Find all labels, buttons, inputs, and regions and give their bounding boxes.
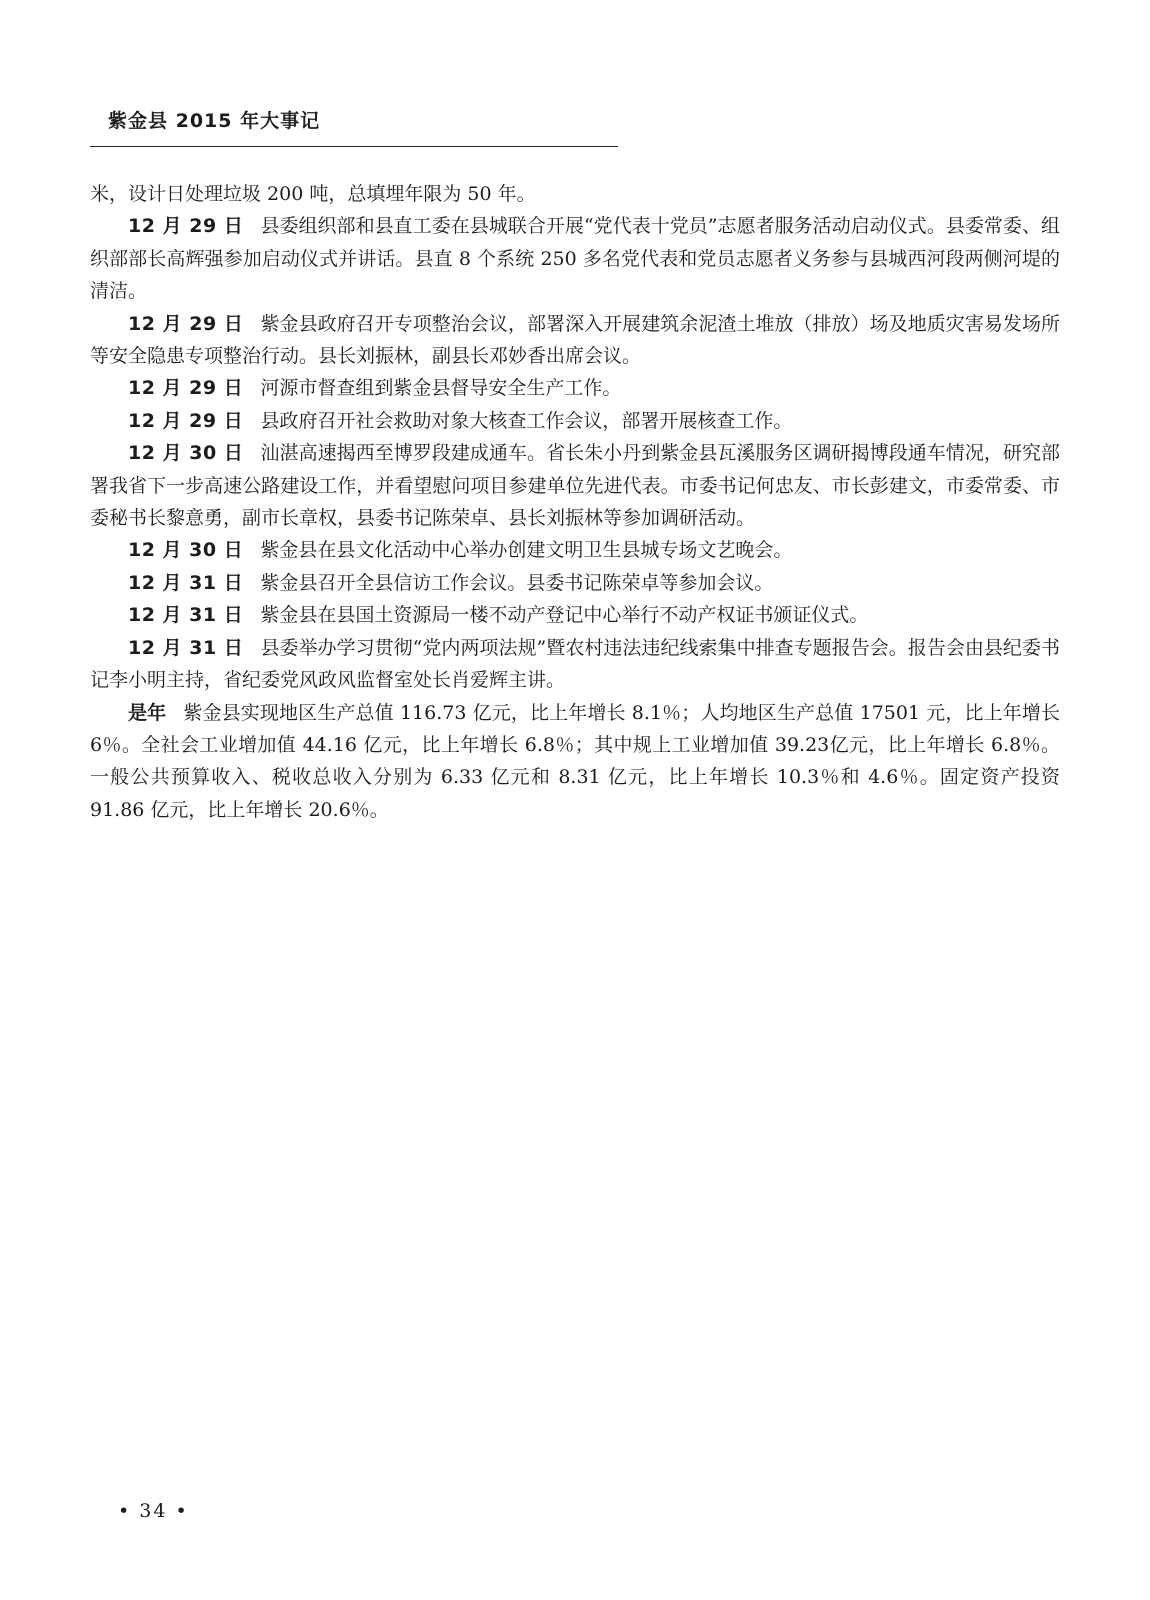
entry-paragraph <box>90 534 1060 566</box>
entry-paragraph <box>90 405 1060 437</box>
entry-paragraph <box>90 632 1060 697</box>
continuation-paragraph: 米，设计日处理垃圾 200 吨，总填埋年限为 50 年。 <box>90 183 536 205</box>
entry-paragraph <box>90 567 1060 599</box>
entry-date: 12 月 30 日 <box>128 539 244 562</box>
entry-date: 12 月 29 日 <box>128 409 244 432</box>
entry-date: 12 月 31 日 <box>128 636 244 659</box>
entry-text: 汕湛高速揭西至博罗段建成通车。省长朱小丹到紫金县瓦溪服务区调研揭博段通车情况，研究部署我省下一步高速公路建设工作，并看望慰问项目参建单位先进代表。市委书记何忠友、市长彭建文，市委常委、市委秘书长黎意勇，副市长章权，县委书记陈荣卓、县长刘振林等参加调研活动。 <box>90 442 1060 530</box>
entry-text: 紫金县在县文化活动中心举办创建文明卫生县城专场文艺晚会。 <box>260 539 793 562</box>
entry-paragraph <box>90 308 1060 373</box>
entry-paragraph <box>90 372 1060 404</box>
entry-text: 紫金县政府召开专项整治会议，部署深入开展建筑余泥渣土堆放（排放）场及地质灾害易发场所等安全隐患专项整治行动。县长刘振林，副县长邓妙香出席会议。 <box>90 312 1060 368</box>
year-summary-paragraph <box>90 697 1060 827</box>
entry-date: 12 月 29 日 <box>128 377 244 400</box>
entry-date: 12 月 29 日 <box>128 215 244 238</box>
entry-paragraph <box>90 210 1060 307</box>
entry-paragraph <box>90 437 1060 534</box>
entry-text: 县政府召开社会救助对象大核查工作会议，部署开展核查工作。 <box>260 409 793 432</box>
page-number: • 34 • <box>118 1500 189 1522</box>
running-head-title: 紫金县 2015 年大事记 <box>108 110 321 132</box>
entry-text: 紫金县召开全县信访工作会议。县委书记陈荣卓等参加会议。 <box>260 571 774 594</box>
entry-date: 12 月 31 日 <box>128 571 244 594</box>
entry-text: 紫金县在县国土资源局一楼不动产登记中心举行不动产权证书颁证仪式。 <box>260 604 869 627</box>
entry-text: 县委组织部和县直工委在县城联合开展“党代表十党员”志愿者服务活动启动仪式。县委常委、组织部部长高辉强参加启动仪式并讲话。县直 8 个系统 250 多名党代表和党员志愿者义务参与县城西河段两侧河堤的清洁。 <box>90 215 1060 303</box>
entry-date: 12 月 31 日 <box>128 604 244 627</box>
year-summary-text: 紫金县实现地区生产总值 116.73 亿元，比上年增长 8.1％；人均地区生产总值 17501 元，比上年增长 6％。全社会工业增加值 44.16 亿元，比上年增长 6.8％；其中规上工业增加值 39.23亿元，比上年增长 6.8％。一般公共预算收入、税收总收入分别为 6.33 亿元和 8.31 亿元，比上年增长 10.3％和 4.6％。固定资产投资 91.86 亿元，比上年增长 20.6％。 <box>90 701 1060 821</box>
header-rule <box>90 146 618 147</box>
chronicle-body <box>90 178 1060 826</box>
entry-text: 河源市督查组到紫金县督导安全生产工作。 <box>260 377 622 400</box>
entry-paragraph <box>90 599 1060 631</box>
entry-date: 12 月 29 日 <box>128 312 244 335</box>
year-summary-label: 是年 <box>128 701 167 724</box>
entry-date: 12 月 30 日 <box>128 442 244 465</box>
entry-text: 县委举办学习贯彻“党内两项法规”暨农村违法违纪线索集中排查专题报告会。报告会由县纪委书记李小明主持，省纪委党风政风监督室处长肖爱辉主讲。 <box>90 636 1060 692</box>
